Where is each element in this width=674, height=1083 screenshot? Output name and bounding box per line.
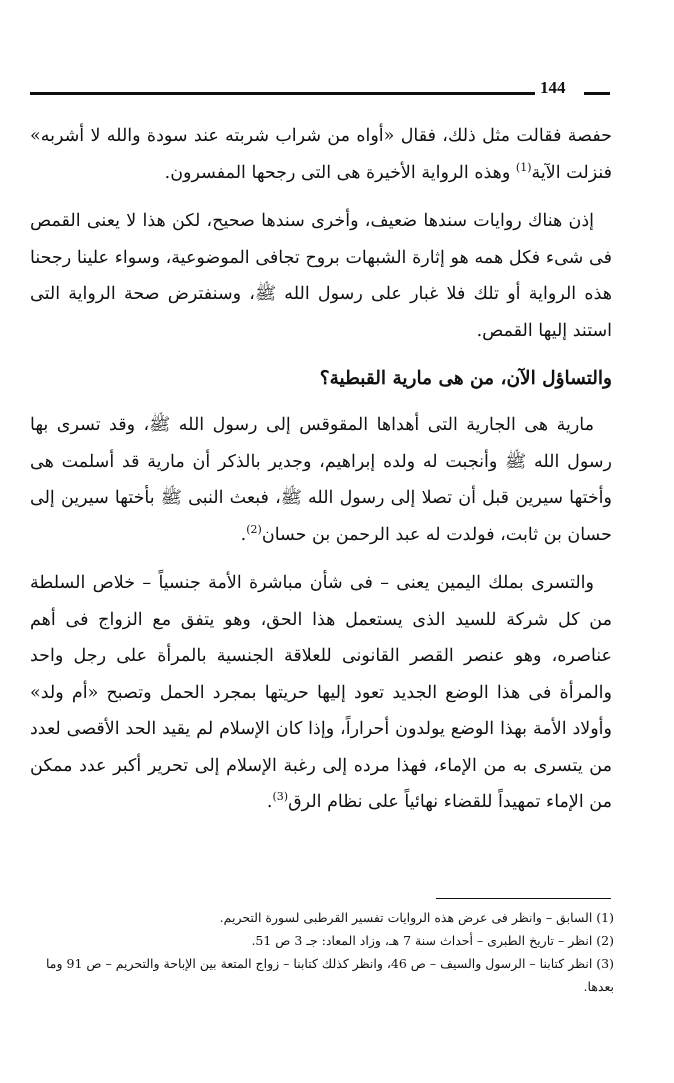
- footnote-2: (2) انظر – تاريخ الطبرى – أحداث سنة 7 هـ، وزاد المعاد: جـ 3 ص 51.: [251, 933, 614, 948]
- section-heading: والتساؤل الآن، من هى مارية القبطية؟: [319, 368, 612, 389]
- paragraph-2: إذن هناك روايات سندها ضعيف، وأخرى سندها صحيح، لكن هذا لا يعنى القمص فى شىء فكل همه هو إثارة الشبهات بروح تجافى الموضوعية، وسواء علينا رجحنا هذه الرواية أو تلك فلا غبار على رسول الله ﷺ، وسنفترض صحة الرواية التى استند إليها القمص.: [30, 211, 612, 341]
- footnotes: [30, 906, 614, 998]
- footnote-3: (3) انظر كتابنا – الرسول والسيف – ص 46، وانظر كذلك كتابنا – زواج المتعة بين الإباحة والتحريم – ص 91 وما بعدها.: [46, 956, 614, 994]
- footnote-ref-1: (1): [515, 160, 532, 174]
- footnote-ref-2: (2): [246, 522, 262, 536]
- header-rule: [30, 92, 535, 95]
- header-rule-short: [584, 92, 610, 95]
- footnote-ref-3: (3): [272, 790, 289, 804]
- paragraph-4: والتسرى بملك اليمين يعنى – فى شأن مباشرة الأمة جنسياً – خلاص السلطة من كل شركة للسيد الذى يستعمل هذا الحق، وهو يتفق مع الزواج فى أهم عناصره، وهو عنصر القصر القانونى للعلاقة الجنسية بالمرأة على رجل واحد والمرأة فى هذا الوضع الجديد تعود إليها حريتها بمجرد الحمل وتصبح «أم ولد» وأولاد الأمة بهذا الوضع يولدون أحراراً، وإذا كان الإسلام لم يقيد الحد الأقصى لعدد من يتسرى به من الإماء، فهذا مرده إلى رغبة الإسلام إلى تحرير أكبر عدد ممكن من الإماء تمهيداً للقضاء نهائياً على نظام الرق$^{(3)}$.: [30, 573, 612, 812]
- page-number: 144: [540, 78, 566, 97]
- page-header: [30, 76, 610, 106]
- main-text: [30, 118, 612, 833]
- footnote-1: (1) السابق – وانظر فى عرض هذه الروايات تفسير القرطبى لسورة التحريم.: [219, 910, 614, 925]
- paragraph-3: مارية هى الجارية التى أهداها المقوقس إلى رسول الله ﷺ، وقد تسرى بها رسول الله ﷺ وأنجبت له ولده إبراهيم، وجدير بالذكر أن مارية قد أسلمت هى وأختها سيرين قبل أن تصلا إلى رسول الله ﷺ، فبعث النبى ﷺ بأختها سيرين إلى حسان بن ثابت، فولدت له عبد الرحمن بن حسان$^{(2)}$.: [30, 415, 612, 545]
- footnote-separator: [436, 898, 611, 899]
- paragraph-1: حفصة فقالت مثل ذلك، فقال «أواه من شراب شربته عند سودة والله لا أشربه» فنزلت الآية$^{(1)}$ وهذه الرواية الأخيرة هى التى رجحها المفسرون.: [30, 126, 612, 183]
